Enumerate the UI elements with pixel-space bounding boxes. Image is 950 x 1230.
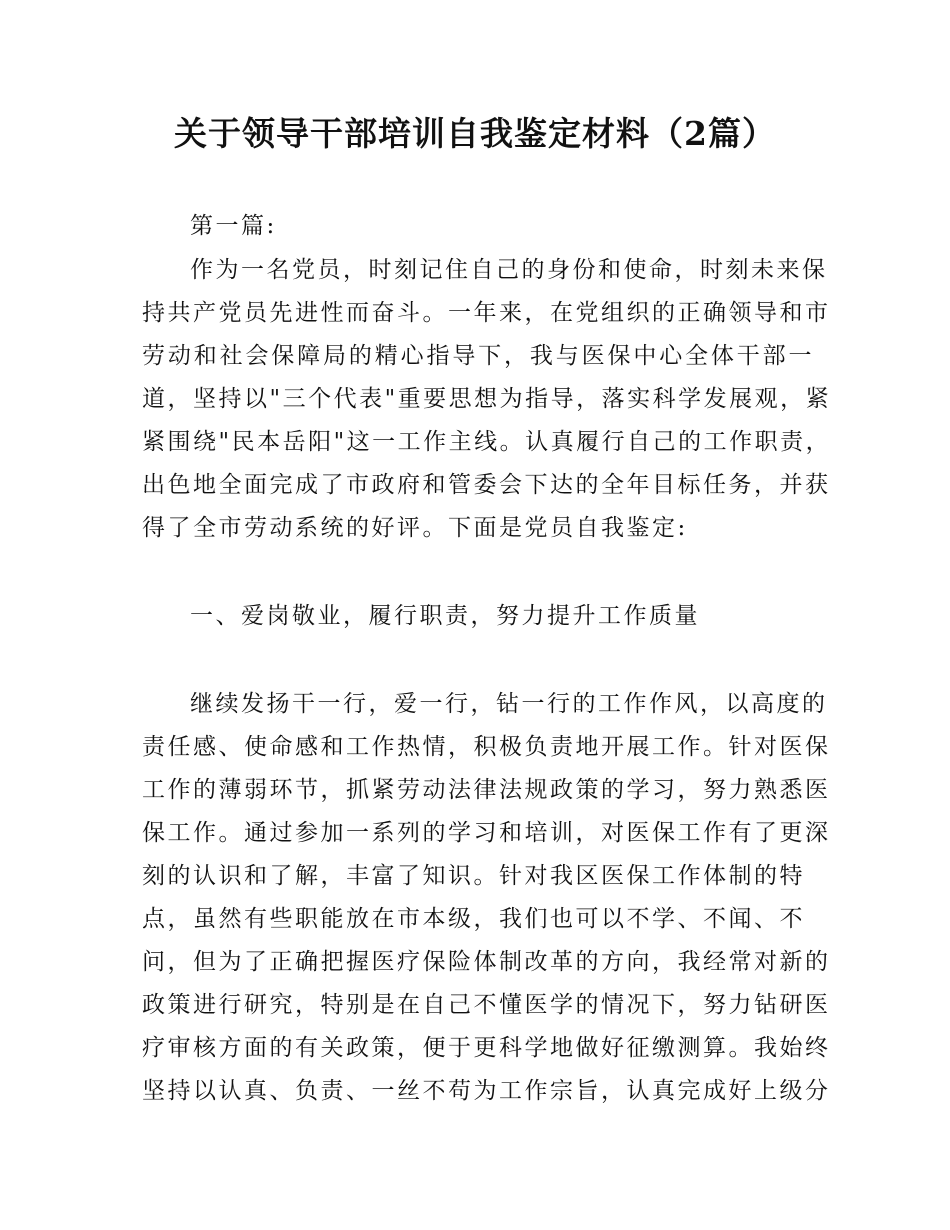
paragraph-line: 疗审核方面的有关政策，便于更科学地做好征缴测算。我始终	[142, 1035, 831, 1061]
paragraph-line: 保工作。通过参加一系列的学习和培训，对医保工作有了更深	[142, 820, 831, 846]
paragraph-line: 责任感、使命感和工作热情，积极负责地开展工作。针对医保	[142, 734, 831, 760]
paragraph-line: 刻的认识和了解，丰富了知识。针对我区医保工作体制的特	[142, 863, 805, 889]
paragraph-line: 得了全市劳动系统的好评。下面是党员自我鉴定:	[142, 515, 688, 541]
document-title: 关于领导干部培训自我鉴定材料（2篇）	[174, 114, 776, 153]
paragraph-line: 出色地全面完成了市政府和管委会下达的全年目标任务，并获	[142, 472, 831, 498]
paragraph-line: 作为一名党员，时刻记住自己的身份和使命，时刻未来保	[190, 257, 828, 283]
section-label: 第一篇:	[190, 213, 277, 239]
paragraph-line: 点，虽然有些职能放在市本级，我们也可以不学、不闻、不	[142, 906, 805, 932]
paragraph-line: 紧围绕"民本岳阳"这一工作主线。认真履行自己的工作职责，	[142, 429, 832, 455]
section-heading: 一、爱岗敬业，履行职责，努力提升工作质量	[190, 603, 700, 629]
paragraph-line: 道，坚持以"三个代表"重要思想为指导，落实科学发展观，紧	[142, 386, 832, 412]
paragraph-line: 持共产党员先进性而奋斗。一年来，在党组织的正确领导和市	[142, 300, 831, 326]
paragraph-line: 工作的薄弱环节，抓紧劳动法律法规政策的学习，努力熟悉医	[142, 777, 831, 803]
paragraph-line: 劳动和社会保障局的精心指导下，我与医保中心全体干部一	[142, 343, 814, 369]
paragraph-line: 政策进行研究，特别是在自己不懂医学的情况下，努力钻研医	[142, 992, 831, 1018]
paragraph-line: 继续发扬干一行，爱一行，钻一行的工作作风，以高度的	[190, 691, 828, 717]
paragraph-line: 坚持以认真、负责、一丝不苟为工作宗旨，认真完成好上级分	[142, 1078, 831, 1104]
paragraph-line: 问，但为了正确把握医疗保险体制改革的方向，我经常对新的	[142, 949, 831, 975]
